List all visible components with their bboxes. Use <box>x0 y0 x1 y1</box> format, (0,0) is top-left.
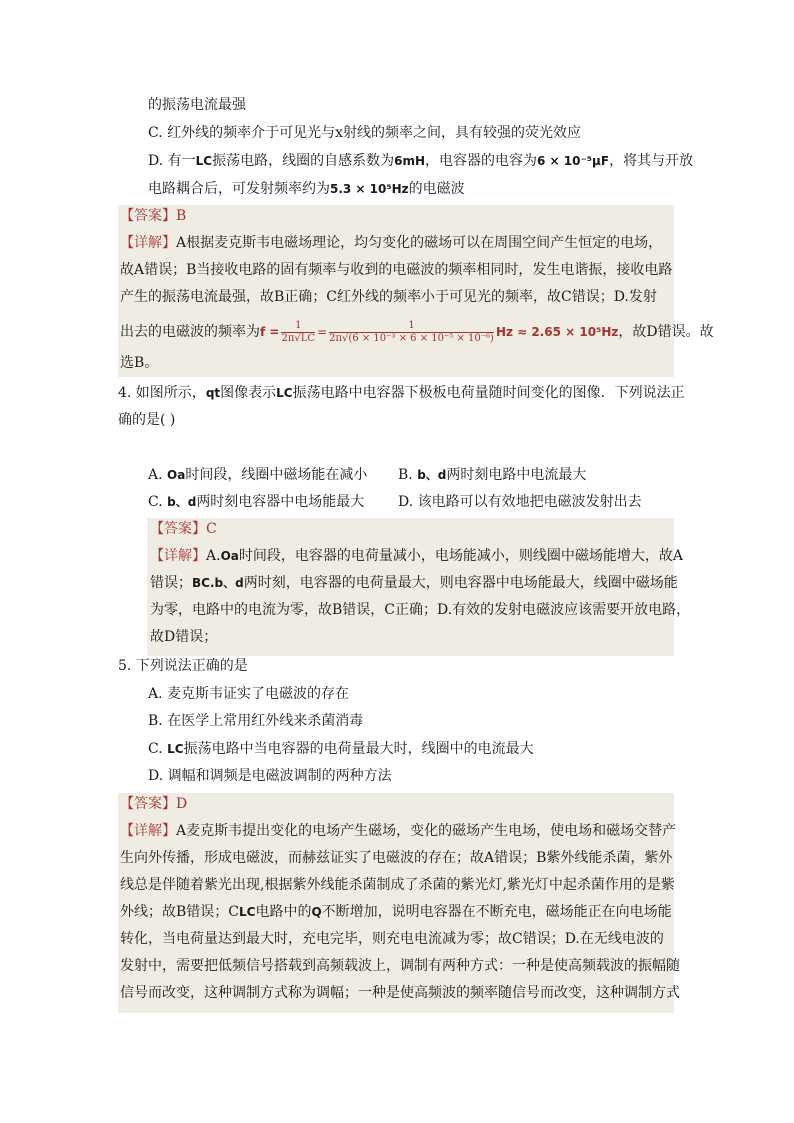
q3-answer: 【答案】B <box>120 208 187 224</box>
q4-detail-line2: 错误；BC.b、d两时刻，电容器的电荷量最大，则电容器中电场能最大，线圈中磁场能 <box>150 575 678 591</box>
q5-detail-line2: 生向外传播，形成电磁波，而赫兹证实了电磁波的存在；故A错误；B紫外线能杀菌，紫外 <box>120 850 673 866</box>
q5-detail-line3: 线总是伴随着紫光出现,根据紫外线能杀菌制成了杀菌的紫光灯,紫光灯中起杀菌作用的是紫 <box>120 877 675 893</box>
q5-option-c: C. LC振荡电路中当电容器的电荷量最大时，线圈中的电流最大 <box>148 741 534 757</box>
q5-detail-line4: 外线；故B错误；CLC电路中的Q不断增加，说明电容器在不断充电，磁场能正在向电场能 <box>120 904 672 920</box>
q4-option-d: D. 该电路可以有效地把电磁波发射出去 <box>398 494 642 510</box>
q4-detail-line3: 为零，电路中的电流为零，故B错误，C正确；D.有效的发射电磁波应该需要开放电路， <box>150 602 691 618</box>
q3-detail-line3: 产生的振荡电流最强，故B正确；C红外线的频率小于可见光的频率，故C错误；D.发射 <box>120 289 657 305</box>
q5-detail-line7: 信号而改变，这种调制方式称为调幅；一种是使高频波的频率随信号而改变，这种调制方式 <box>120 985 680 1001</box>
q3-option-d-line2: 电路耦合后，可发射频率约为5.3 × 10⁵Hz的电磁波 <box>148 181 465 197</box>
q5-detail-line1: 【详解】A麦克斯韦提出变化的电场产生磁场，变化的磁场产生电场，使电场和磁场交替产 <box>120 823 677 839</box>
q5-option-a: A. 麦克斯韦证实了电磁波的存在 <box>148 686 350 702</box>
q5-detail-line5: 转化，当电荷量达到最大时，充电完毕，则充电电流减为零；故C错误；D.在无线电波的 <box>120 931 664 947</box>
frequency-formula: f = $\frac{1}{2\pi√LC}$ = $\frac{1}{\text{2π√(6 × 10⁻³ × 6 × 10⁻⁵ × 10⁻⁶)}}$ Hz ≈ 2.65 × 10⁵Hz <box>260 320 619 344</box>
q4-detail-line4: 故D错误； <box>150 629 218 645</box>
q5-stem: 5. 下列说法正确的是 <box>118 658 248 674</box>
q5-detail-line6: 发射中，需要把低频信号搭载到高频载波上，调制有两种方式：一种是使高频载波的振幅随 <box>120 958 680 974</box>
q3-option-d: D. 有一LC振荡电路，线圈的自感系数为6mH，电容器的电容为6 × 10⁻⁵μF，将其与开放 <box>148 153 694 169</box>
q3-detail-line2: 故A错误；B当接收电路的固有频率与收到的电磁波的频率相同时，发生电谐振，接收电路 <box>120 262 673 278</box>
q4-answer: 【答案】C <box>150 521 217 537</box>
q4-option-b: B. b、d两时刻电路中电流最大 <box>398 467 587 483</box>
q3-option-c: C. 红外线的频率介于可见光与x射线的频率之间，具有较强的荧光效应 <box>148 125 582 141</box>
q5-option-d: D. 调幅和调频是电磁波调制的两种方法 <box>148 768 392 784</box>
q4-stem-line1: 4. 如图所示，qt图像表示LC振荡电路中电容器下极板电荷量随时间变化的图像．下列说法正 <box>118 385 685 401</box>
q4-stem-line2: 确的是( ) <box>118 412 176 428</box>
q3-detail-line5: 选B。 <box>120 355 159 371</box>
q4-option-a: A. Oa时间段，线圈中磁场能在减小 <box>148 467 368 483</box>
q3-option-b-continuation: 的振荡电流最强 <box>148 97 246 113</box>
q4-detail-line1: 【详解】A.Oa时间段，电容器的电荷量减小，电场能减小，则线圈中磁场能增大，故A <box>150 548 683 564</box>
q3-detail-line4: 出去的电磁波的频率为f = $\frac{1}{2\pi√LC}$ = $\frac{1}{\text{2π√(6 × 10⁻³ × 6 × 10⁻⁵ × 10⁻⁶)}}$ Hz ≈ 2.65 × 10⁵Hz，故D错误。故 <box>120 320 714 344</box>
q5-answer: 【答案】D <box>120 796 188 812</box>
q4-option-c: C. b、d两时刻电容器中电场能最大 <box>148 494 365 510</box>
q3-detail-line1: 【详解】A根据麦克斯韦电磁场理论，均匀变化的磁场可以在周围空间产生恒定的电场， <box>120 235 663 251</box>
q5-option-b: B. 在医学上常用红外线来杀菌消毒 <box>148 713 364 729</box>
